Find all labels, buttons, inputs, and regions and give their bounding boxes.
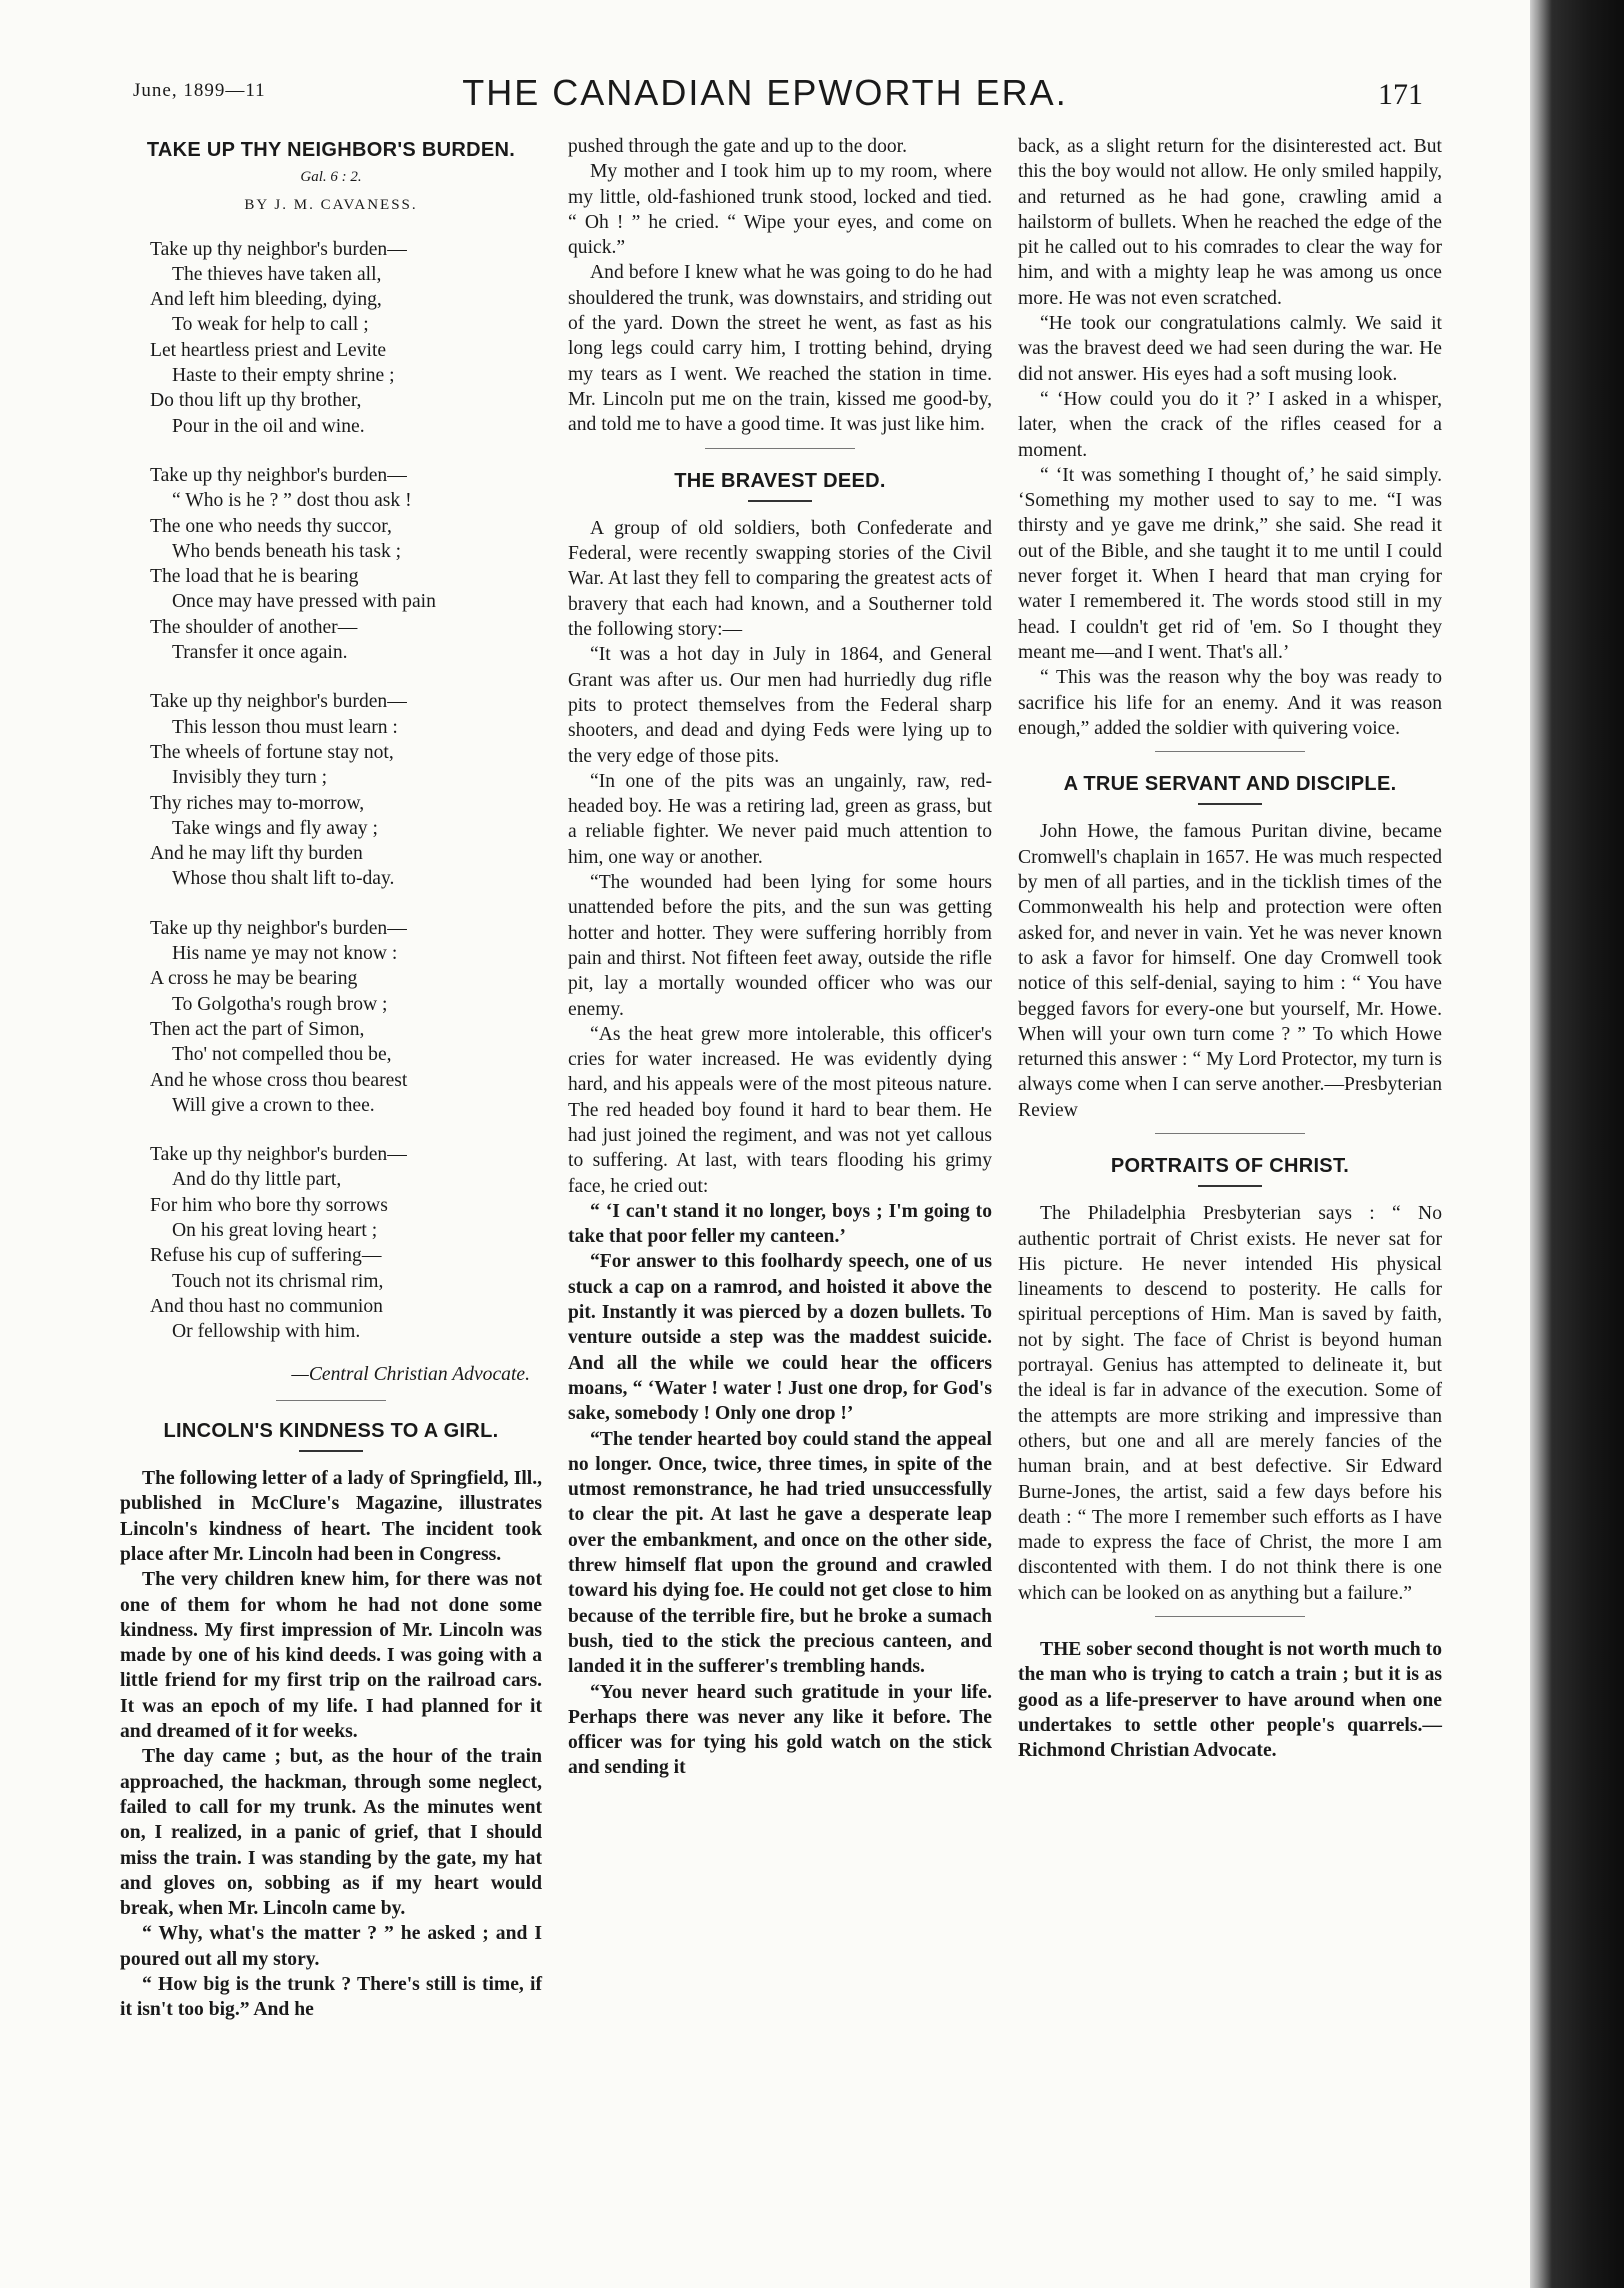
poem-line: Once may have pressed with pain (172, 591, 436, 613)
paragraph: “ ‘I can't stand it no longer, boys ; I'm going to take that poor feller my canteen.’ (568, 1200, 992, 1248)
section-divider (705, 448, 855, 449)
paragraph: A group of old soldiers, both Confederate and Federal, were recently swapping stories of the Civil War. At last they fell to comparing the greatest acts of bravery that each had known, and a Southerner told the following story:— (568, 517, 992, 641)
title-rule (299, 1450, 363, 1452)
poem-stanza (150, 237, 542, 439)
paragraph: “It was a hot day in July in 1864, and General Grant was after us. Our men had hurriedly dug rifle pits to protect themselves from the Federal sharp shooters, and dead and dying Feds were lying up to the very edge of those pits. (568, 644, 992, 767)
poem-line: And he may lift thy burden (150, 843, 363, 865)
poem-line: Take up thy neighbor's burden— (150, 917, 407, 939)
poem-line: The one who needs thy succor, (150, 515, 392, 537)
poem-line: Take up thy neighbor's burden— (150, 691, 407, 713)
column-1 (120, 134, 542, 2023)
poem-line: And he whose cross thou bearest (150, 1069, 408, 1091)
paragraph: The following letter of a lady of Springfield, Ill., published in McClure's Magazine, illustrates Lincoln's kindness of heart. The incident took place after Mr. Lincoln had been in Congress. (120, 1468, 542, 1565)
poem-line: Transfer it once again. (172, 642, 348, 664)
paragraph: The very children knew him, for there was not one of them for whom he had not done some kindness. My first impression of Mr. Lincoln was made by one of his kind deeds. I was going with a little friend for my first trip on the railroad cars. It was an epoch of my life. I had planned for it and dreamed of it for weeks. (120, 1569, 542, 1743)
poem-line: Do thou lift up thy brother, (150, 390, 362, 412)
servant-title: A TRUE SERVANT AND DISCIPLE. (1063, 773, 1397, 796)
paragraph: John Howe, the famous Puritan divine, became Cromwell's chaplain in 1657. He was much respected by men of all parties, and in the ticklish times of the Commonwealth his help and protection were often asked for, and never in vain. Yet he was never known to ask a favor for himself. One day Cromwell took notice of this self-denial, saying to him : “ You have begged favors for every-one but yourself, Mr. Howe. When will your own turn come ? ” To which Howe returned this answer : “ My Lord Protector, my turn is always come when I can serve another.—Presbyterian Review (1018, 821, 1442, 1121)
paragraph: “You never heard such gratitude in your life. Perhaps there was never any like it before. The officer was for tying his gold watch on the stick and sending it (568, 1681, 992, 1779)
poem-line: Will give a crown to thee. (172, 1094, 375, 1116)
section-divider (276, 1400, 386, 1401)
paragraph: “ ‘How could you do it ?’ I asked in a whisper, later, when the crack of the rifles ceased for a moment. (1018, 388, 1442, 461)
poem-line: Haste to their empty shrine ; (172, 365, 395, 387)
poem-line: To Golgotha's rough brow ; (172, 993, 388, 1015)
title-rule (748, 500, 812, 502)
lincoln-title: LINCOLN'S KINDNESS TO A GIRL. (163, 1419, 499, 1442)
poem-stanza (150, 463, 542, 665)
poem-stanza (150, 916, 542, 1118)
paragraph: The Philadelphia Presbyterian says : “ No authentic portrait of Christ exists. He never sat for His picture. He never intended His physical lineaments to descend to posterity. He calls for spiritual perceptions of Him. Man is saved by faith, not by sight. The face of Christ is beyond human portrayal. Genius has attempted to delineate it, but the ideal is far in advance of the execution. Some of the attempts are more striking and impressive than others, but one and all are merely fancies of the human brain, and at best defective. Sir Edward Burne-Jones, the artist, said a few days before his death : “ The more I remember such efforts as I have made to express the face of Christ, the more I am discontented with them. I do not think there is one which can be looked on as anything but a failure.” (1018, 1203, 1442, 1604)
bravest-title: THE BRAVEST DEED. (674, 469, 886, 492)
paragraph: The day came ; but, as the hour of the train approached, the hackman, through some neglect, failed to call for my trunk. As the minutes went on, I realized, in a panic of grief, that I should miss the train. I was standing by the gate, my hat and gloves on, sobbing as if my heart would break, when Mr. Lincoln came by. (120, 1746, 542, 1920)
poem-line: Take up thy neighbor's burden— (150, 1144, 407, 1166)
page-number: 171 (1378, 78, 1423, 111)
poem-line: Take up thy neighbor's burden— (150, 464, 407, 486)
poem-line: Take up thy neighbor's burden— (150, 238, 407, 260)
poem-line: Who bends beneath his task ; (172, 540, 402, 562)
section-divider (1155, 1616, 1305, 1617)
portraits-title: PORTRAITS OF CHRIST. (1110, 1154, 1350, 1177)
poem-line: The wheels of fortune stay not, (150, 741, 394, 763)
paragraph: “The wounded had been lying for some hours unattended before the pits, and the sun was getting hotter and hotter. They were suffering horribly from pain and thirst. Not fifteen feet away, outside the rifle pit, lay a mortally wounded officer who was our enemy. (568, 872, 992, 1020)
paragraph: And before I knew what he was going to do he had shouldered the trunk, was downstairs, and striding out of the yard. Down the street he went, as fast as his long legs could carry him, I trotting behind, drying my tears as I went. We reached the station in time. Mr. Lincoln put me on the train, kissed me good-by, and told me to have a good time. It was just like him. (568, 262, 992, 436)
title-rule (1198, 1185, 1262, 1187)
poem-line: His name ye may not know : (172, 943, 398, 965)
poem-line: Then act the part of Simon, (150, 1018, 365, 1040)
paragraph: “The tender hearted boy could stand the appeal no longer. Once, twice, three times, in spite of the utmost remonstrance, he had tried unsuccessfully to clear the pit. At last he gave a desperate leap over the embankment, and once on the other side, threw himself flat upon the ground and crawled toward his dying foe. He could not get close to him because of the terrible fire, but he broke a sumach bush, tied to the stick the precious canteen, and landed it in the sufferer's trembling hands. (568, 1428, 992, 1678)
poem-byline: BY J. M. CAVANESS. (244, 197, 418, 214)
lincoln-body (120, 1466, 542, 2023)
poem-line: Pour in the oil and wine. (172, 415, 365, 437)
paragraph: “ This was the reason why the boy was ready to sacrifice his life for an enemy. And it was reason enough,” added the soldier with quivering voice. (1018, 667, 1442, 739)
poem-line: Touch not its chrismal rim, (172, 1270, 384, 1292)
poem-title: TAKE UP THY NEIGHBOR'S BURDEN. (146, 139, 516, 161)
paragraph: “For answer to this foolhardy speech, one of us stuck a cap on a ramrod, and hoisted it above the pit. Instantly it was pierced by a dozen bullets. To venture outside a step was the maddest suicide. And all the while we could hear the officers moans, “ ‘Water ! water ! Just one drop, for God's sake, somebody ! Only one drop !’ (568, 1251, 992, 1425)
poem-line: And left him bleeding, dying, (150, 289, 382, 311)
publication-title: THE CANADIAN EPWORTH ERA. (462, 72, 1068, 113)
title-rule (1198, 803, 1262, 805)
poem-line: To weak for help to call ; (172, 314, 369, 336)
issue-date: June, 1899—11 (133, 80, 266, 101)
column-3 (1018, 134, 1442, 1764)
paragraph: “ ‘It was something I thought of,’ he said simply. ‘Something my mother used to say to me. “I was thirsty and ye gave me drink,” she said. She read it out of the Bible, and she taught it to me until I could never forget it. When I heard that man crying for water I remembered it. The words stood still in my head. I couldn't get rid of 'em. So I thought they meant me—and I went. That's all.’ (1018, 464, 1442, 663)
book-spine (1530, 0, 1624, 2288)
poem-line: On his great loving heart ; (172, 1219, 378, 1241)
paragraph: My mother and I took him up to my room, where my little, old-fashioned trunk stood, locked and tied. “ Oh ! ” he cried. “ Wipe your eyes, and come on quick.” (568, 161, 992, 259)
poem-line: Tho' not compelled thou be, (172, 1044, 392, 1066)
poem-line: Whose thou shalt lift to-day. (172, 868, 395, 890)
poem-line: And do thy little part, (172, 1169, 342, 1191)
poem-line: Take wings and fly away ; (172, 817, 378, 839)
poem-line: And thou hast no communion (150, 1295, 383, 1317)
poem-line: Refuse his cup of suffering— (150, 1245, 382, 1267)
paragraph: “He took our congratulations calmly. We said it was the bravest deed we had seen during the war. He did not answer. His eyes had a soft musing look. (1018, 313, 1442, 385)
section-divider (1155, 1133, 1305, 1134)
poem-credit: —Central Christian Advocate. (291, 1364, 530, 1386)
paragraph: “In one of the pits was an ungainly, raw, red-headed boy. He was a retiring lad, green as grass, but a reliable fighter. We never paid much attention to him, one way or another. (568, 770, 992, 868)
poem-line: The shoulder of another— (150, 616, 358, 638)
poem-line: Or fellowship with him. (172, 1321, 361, 1343)
poem-body (120, 237, 542, 1345)
poem-stanza (150, 1142, 542, 1344)
paragraph: THE sober second thought is not worth much to the man who is trying to catch a train ; but it is as good as a life-preserver to have around when one undertakes to settle other people's quarrels.—Richmond Christian Advocate. (1018, 1639, 1442, 1762)
poem-line: For him who bore thy sorrows (150, 1194, 388, 1216)
poem-line: Thy riches may to-morrow, (150, 792, 365, 814)
paragraph: pushed through the gate and up to the door. (568, 136, 908, 157)
paragraph: “ How big is the trunk ? There's still is time, if it isn't too big.” And he (120, 1974, 542, 2021)
poem-reference: Gal. 6 : 2. (300, 169, 362, 186)
paragraph: “As the heat grew more intolerable, this officer's cries for water increased. He was evidently dying hard, and his appeals were of the most piteous nature. The red headed boy found it hard to bear them. He had just joined the regiment, and was not yet callous to suffering. At last, with tears flooding his grimy face, he cried out: (568, 1023, 992, 1197)
poem-line: Invisibly they turn ; (172, 767, 328, 789)
column-2 (568, 134, 992, 1781)
poem-line: Let heartless priest and Levite (150, 339, 387, 361)
poem-line: This lesson thou must learn : (172, 716, 398, 738)
paragraph: back, as a slight return for the disinterested act. But this the boy would not allow. He only smiled happily, and returned as he had gone, crawling amid a hailstorm of bullets. When he reached the edge of the pit he called out to his comrades to clear the way for him, and with a mighty leap he was among us once more. He was not even scratched. (1018, 136, 1442, 309)
poem-line: A cross he may be bearing (150, 968, 358, 990)
poem-stanza (150, 689, 542, 891)
paragraph: “ Why, what's the matter ? ” he asked ; and I poured out all my story. (120, 1923, 542, 1970)
poem-line: “ Who is he ? ” dost thou ask ! (172, 490, 412, 512)
section-divider (1155, 751, 1305, 752)
poem-line: The thieves have taken all, (172, 263, 382, 285)
poem-line: The load that he is bearing (150, 566, 359, 588)
